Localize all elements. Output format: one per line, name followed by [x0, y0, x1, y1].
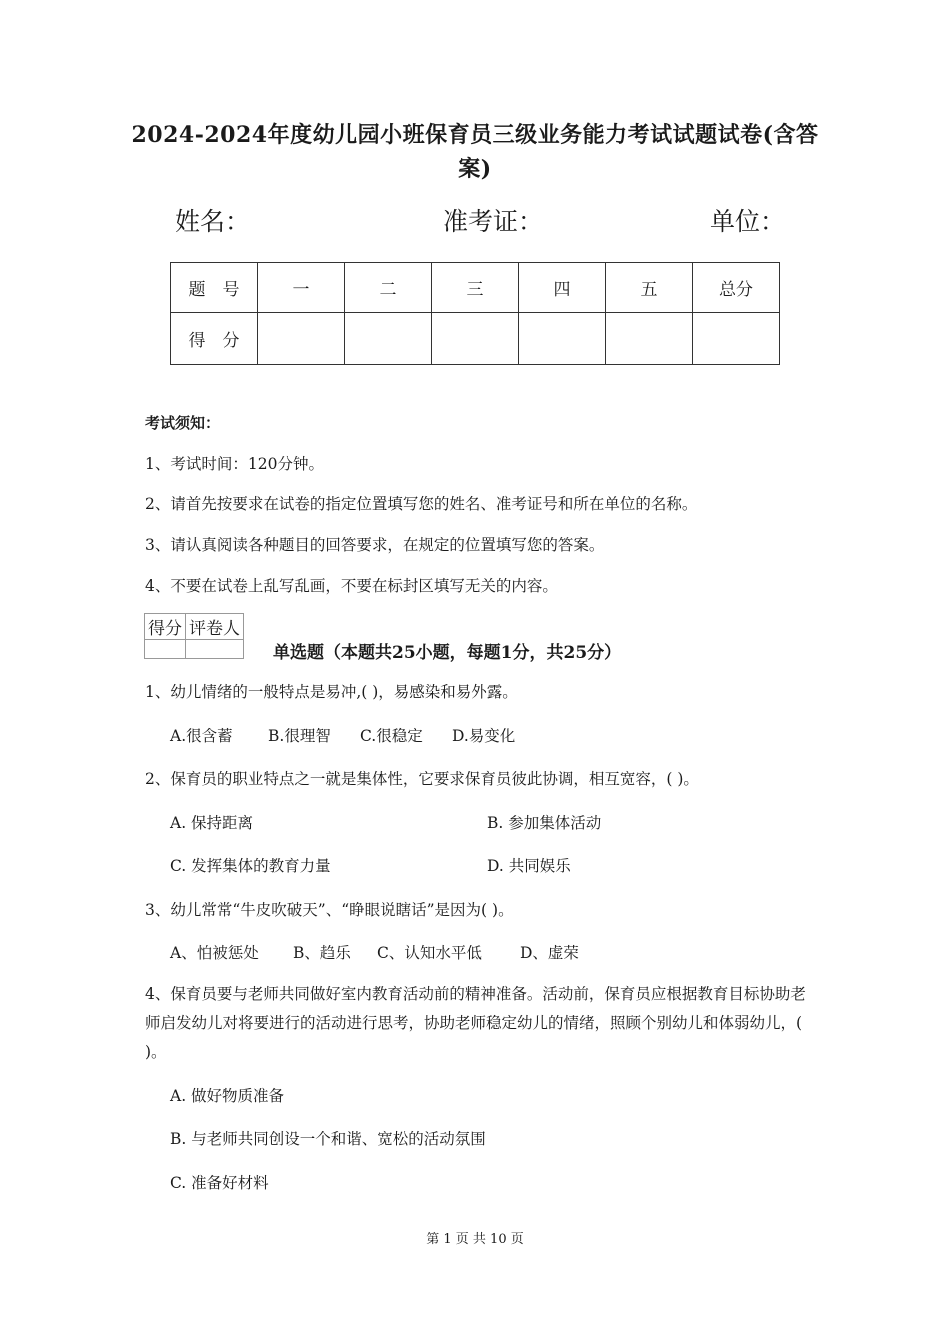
score-cell[interactable]	[432, 313, 519, 365]
score-table-score-row	[171, 313, 780, 365]
option-c: C. 发挥集体的教育力量	[170, 857, 331, 875]
score-table-header-cell: 一	[258, 263, 345, 313]
score-table-header-cell: 题 号	[171, 263, 258, 313]
score-cell[interactable]	[519, 313, 606, 365]
grader-score-cell[interactable]	[145, 640, 186, 659]
unit-field-label: 单位：	[710, 207, 786, 236]
score-table-header-row	[171, 263, 780, 313]
section-title: 单选题（本题共25小题，每题1分，共25分）	[273, 643, 622, 663]
option-b: B. 参加集体活动	[487, 814, 602, 832]
notice-item: 2、请首先按要求在试卷的指定位置填写您的姓名、准考证号和所在单位的名称。	[145, 495, 698, 513]
grader-name-label: 评卷人	[186, 614, 244, 640]
question-text: 2、保育员的职业特点之一就是集体性，它要求保育员彼此协调，相互宽容，( )。	[145, 770, 699, 788]
grader-box	[144, 613, 244, 659]
option-b: B.很理智	[268, 727, 331, 745]
name-field-label: 姓名：	[175, 207, 251, 236]
page-footer: 第 1 页 共 10 页	[426, 1232, 524, 1247]
notice-title: 考试须知：	[145, 414, 221, 432]
score-table-header-cell: 总分	[693, 263, 780, 313]
option-a: A.很含蓄	[170, 727, 233, 745]
option-b: B、趋乐	[293, 944, 351, 962]
question-text: 3、幼儿常常“牛皮吹破天”、“睁眼说瞎话”是因为( )。	[145, 901, 514, 919]
option-a: A. 做好物质准备	[170, 1087, 285, 1105]
score-table-header-cell: 二	[345, 263, 432, 313]
option-c: C、认知水平低	[377, 944, 482, 962]
score-table-header-cell: 四	[519, 263, 606, 313]
score-table-header-cell: 三	[432, 263, 519, 313]
score-cell[interactable]	[345, 313, 432, 365]
question-text: 4、保育员要与老师共同做好室内教育活动前的精神准备。活动前，保育员应根据教育目标协助老师启发幼儿对将要进行的活动进行思考，协助老师稳定幼儿的情绪，照顾个别幼儿和体弱幼儿，( )。	[145, 985, 806, 1061]
option-a: A、怕被惩处	[170, 944, 259, 962]
exam-title: 2024-2024年度幼儿园小班保育员三级业务能力考试试题试卷(含答案)	[131, 122, 819, 182]
score-cell[interactable]	[693, 313, 780, 365]
score-table-header-cell: 五	[606, 263, 693, 313]
option-d: D、虚荣	[520, 944, 579, 962]
option-b: B. 与老师共同创设一个和谐、宽松的活动氛围	[170, 1130, 486, 1148]
notice-item: 4、不要在试卷上乱写乱画，不要在标封区填写无关的内容。	[145, 577, 558, 595]
question-text: 1、幼儿情绪的一般特点是易冲,( )，易感染和易外露。	[145, 683, 518, 701]
score-cell[interactable]	[258, 313, 345, 365]
grader-name-cell[interactable]	[186, 640, 244, 659]
notice-item: 3、请认真阅读各种题目的回答要求，在规定的位置填写您的答案。	[145, 536, 605, 554]
score-cell[interactable]	[606, 313, 693, 365]
option-c: C.很稳定	[360, 727, 423, 745]
option-d: D. 共同娱乐	[487, 857, 571, 875]
score-table	[170, 262, 780, 365]
option-d: D.易变化	[452, 727, 516, 745]
option-c: C. 准备好材料	[170, 1174, 269, 1192]
grader-score-label: 得分	[145, 614, 186, 640]
exam-number-field-label: 准考证：	[443, 207, 544, 236]
option-a: A. 保持距离	[170, 814, 254, 832]
notice-item: 1、考试时间：120分钟。	[145, 455, 324, 473]
score-row-label: 得 分	[171, 313, 258, 365]
